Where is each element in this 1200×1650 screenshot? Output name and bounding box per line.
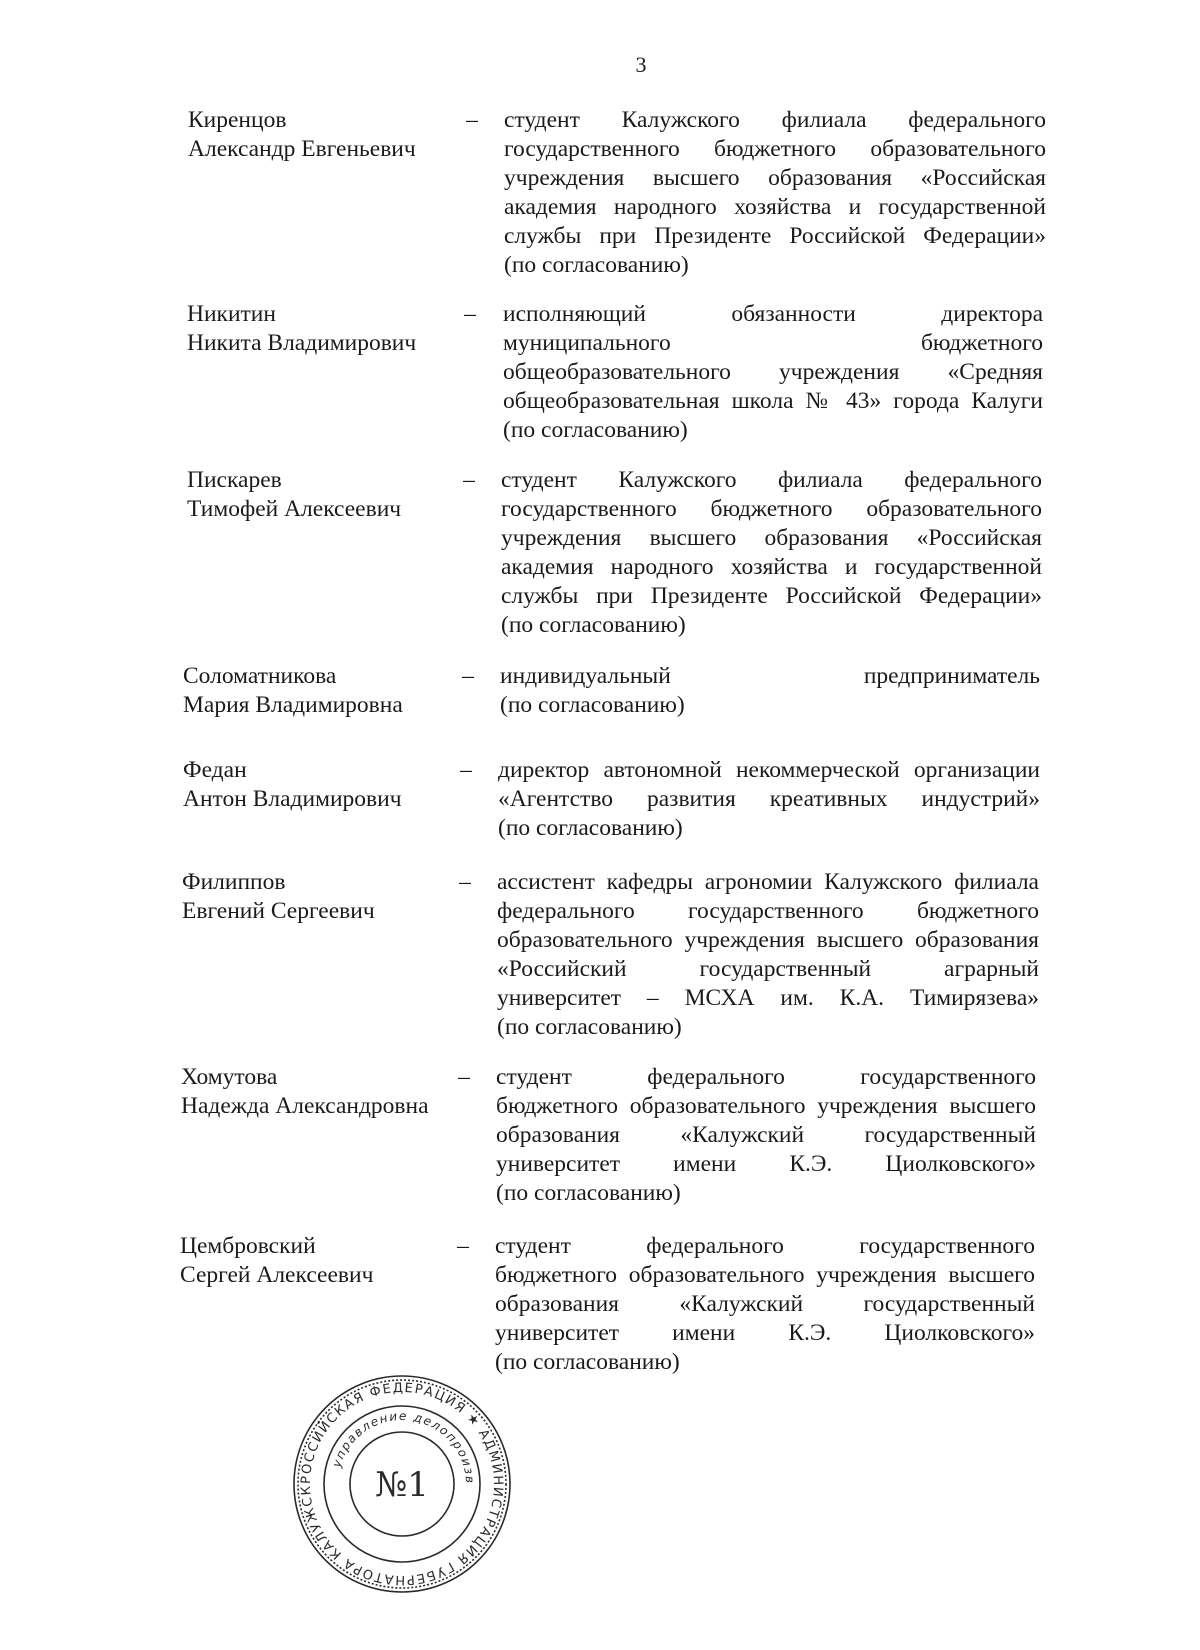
seal-outer-textpath: РОССИЙСКАЯ ФЕДЕРАЦИЯ ★ АДМИНИСТРАЦИЯ ГУБЕРНАТОРА КАЛУЖСК	[298, 1380, 506, 1588]
position-line: общеобразовательная школа № 43» города Калуги	[503, 388, 1043, 414]
position-line: государственного бюджетного образовательного	[504, 136, 1046, 162]
entry-dash: –	[462, 663, 474, 689]
member-surname: Пискарев	[187, 467, 282, 493]
member-position	[498, 756, 1040, 843]
member-surname: Цембровский	[180, 1233, 316, 1259]
member-given-names: Никита Владимирович	[187, 330, 417, 356]
member-surname: Киренцов	[188, 107, 287, 133]
position-line: директор автономной некоммерческой организации	[498, 757, 1040, 783]
seal-number: №1	[375, 1465, 429, 1505]
position-line: муниципального бюджетного	[503, 330, 1043, 356]
member-position	[503, 300, 1043, 445]
position-line: учреждения высшего образования «Российская	[501, 525, 1042, 551]
position-line: (по согласованию)	[497, 1014, 682, 1040]
member-given-names: Тимофей Алексеевич	[187, 496, 402, 522]
member-position	[495, 1232, 1035, 1377]
seal-middle-textpath: управление делопроизв	[329, 1408, 478, 1485]
position-line: образовательного учреждения высшего образования	[497, 927, 1039, 953]
position-line: университет – МСХА им. К.А. Тимирязева»	[497, 985, 1039, 1011]
position-line: академия народного хозяйства и государственной	[501, 554, 1042, 580]
position-line: бюджетного образовательного учреждения высшего	[495, 1262, 1035, 1288]
position-line: учреждения высшего образования «Российская	[504, 165, 1046, 191]
member-position	[496, 1063, 1036, 1208]
position-line: ассистент кафедры агрономии Калужского филиала	[497, 869, 1039, 895]
member-given-names: Сергей Алексеевич	[180, 1262, 374, 1288]
entry-dash: –	[457, 1233, 469, 1259]
position-line: студент федерального государственного	[495, 1233, 1035, 1259]
member-surname: Филиппов	[182, 869, 286, 895]
member-given-names: Антон Владимирович	[183, 786, 402, 812]
member-surname: Никитин	[187, 301, 276, 327]
member-position	[500, 662, 1040, 720]
member-name	[183, 662, 483, 720]
position-line: академия народного хозяйства и государственной	[504, 194, 1046, 220]
page-number: 3	[635, 52, 647, 77]
position-line: (по согласованию)	[496, 1180, 681, 1206]
position-line: (по согласованию)	[500, 692, 685, 718]
position-line: службы при Президенте Российской Федерации»	[501, 583, 1042, 609]
entry-dash: –	[458, 1064, 470, 1090]
member-name	[182, 868, 482, 926]
position-line: исполняющий обязанности директора	[503, 301, 1043, 327]
position-line: студент Калужского филиала федерального	[501, 467, 1042, 493]
position-line: университет имени К.Э. Циолковского»	[495, 1320, 1035, 1346]
member-given-names: Мария Владимировна	[183, 692, 403, 718]
position-line: (по согласованию)	[495, 1349, 680, 1375]
member-surname: Хомутова	[181, 1064, 278, 1090]
position-line: образования «Калужский государственный	[495, 1291, 1035, 1317]
position-line: «Российский государственный аграрный	[497, 956, 1039, 982]
member-name	[187, 466, 487, 524]
position-line: (по согласованию)	[501, 612, 686, 638]
member-position	[504, 106, 1046, 280]
member-name	[187, 300, 487, 358]
official-seal	[290, 1372, 514, 1596]
member-given-names: Александр Евгеньевич	[188, 136, 416, 162]
member-name	[188, 106, 488, 164]
entry-dash: –	[466, 107, 478, 133]
position-line: (по согласованию)	[503, 417, 688, 443]
member-given-names: Евгений Сергеевич	[182, 898, 375, 924]
position-line: (по согласованию)	[498, 815, 683, 841]
position-line: студент федерального государственного	[496, 1064, 1036, 1090]
position-line: «Агентство развития креативных индустрий»	[498, 786, 1040, 812]
entry-dash: –	[463, 467, 475, 493]
member-name	[181, 1063, 481, 1121]
position-line: (по согласованию)	[504, 252, 689, 278]
member-surname: Соломатникова	[183, 663, 337, 689]
member-position	[501, 466, 1042, 640]
position-line: федерального государственного бюджетного	[497, 898, 1039, 924]
position-line: бюджетного образовательного учреждения высшего	[496, 1093, 1036, 1119]
position-line: общеобразовательного учреждения «Средняя	[503, 359, 1043, 385]
position-line: службы при Президенте Российской Федерации»	[504, 223, 1046, 249]
member-name	[180, 1232, 480, 1290]
position-line: образования «Калужский государственный	[496, 1122, 1036, 1148]
position-line: студент Калужского филиала федерального	[504, 107, 1046, 133]
member-name	[183, 756, 483, 814]
member-given-names: Надежда Александровна	[181, 1093, 429, 1119]
position-line: университет имени К.Э. Циолковского»	[496, 1151, 1036, 1177]
entry-dash: –	[460, 757, 472, 783]
position-line: государственного бюджетного образовательного	[501, 496, 1042, 522]
entry-dash: –	[464, 301, 476, 327]
member-position	[497, 868, 1039, 1042]
member-surname: Федан	[183, 757, 247, 783]
position-line: индивидуальный предприниматель	[500, 663, 1040, 689]
entry-dash: –	[459, 869, 471, 895]
